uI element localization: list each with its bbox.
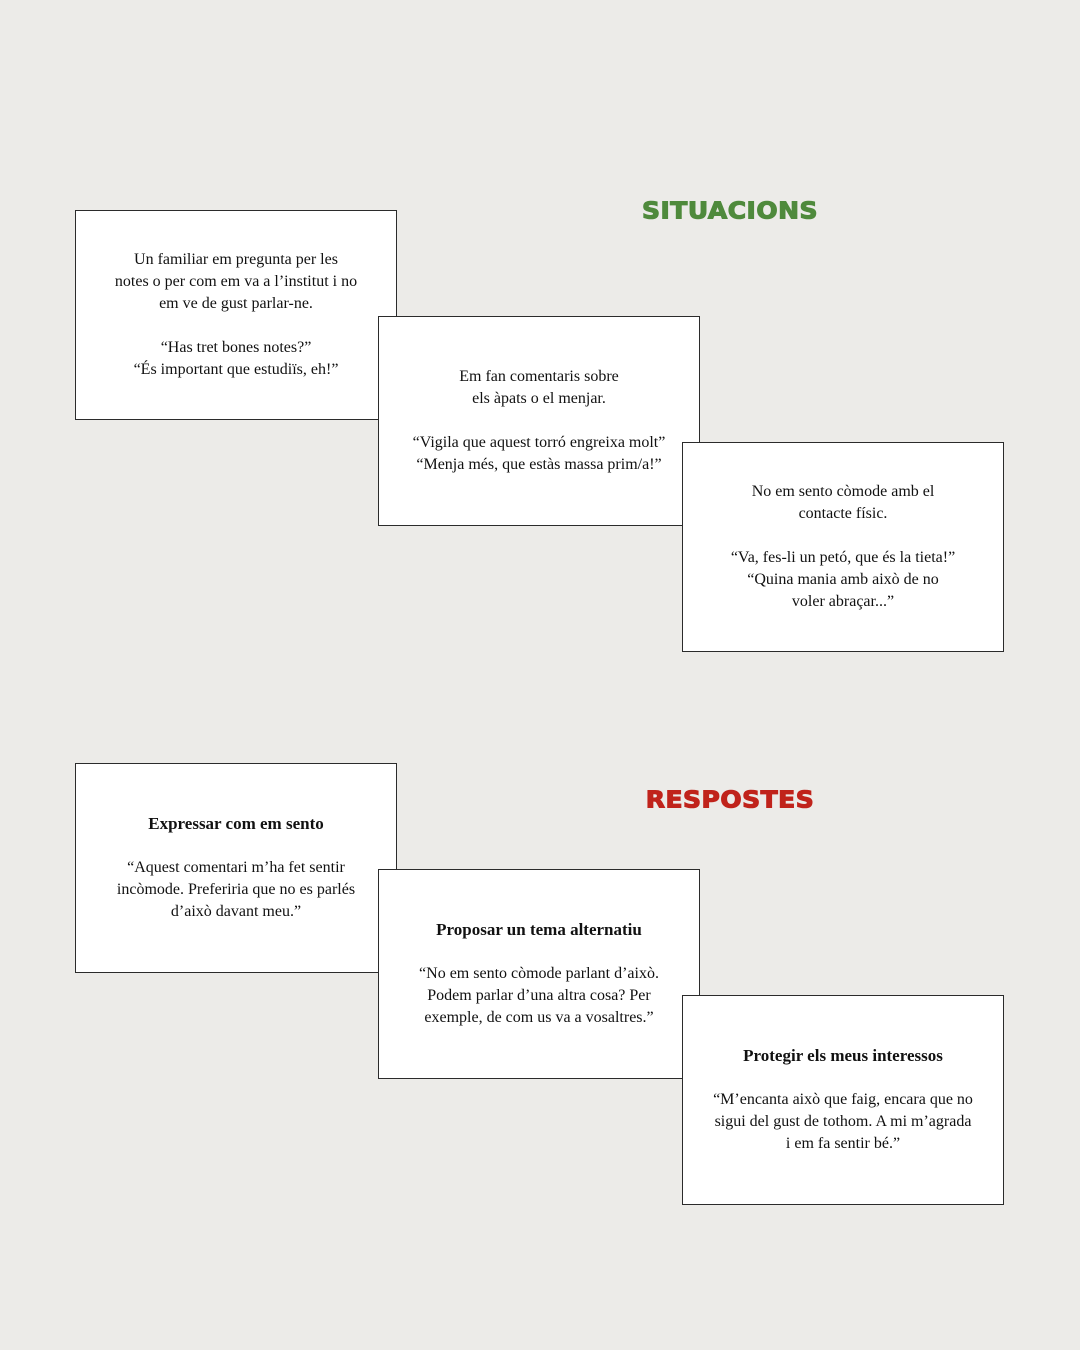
- response-card-express-feelings: [75, 763, 397, 973]
- card-quote-line: d’això davant meu.”: [170, 903, 302, 920]
- card-quote-line: i em fa sentir bé.”: [785, 1135, 901, 1152]
- respostes-heading: RESPOSTES: [645, 786, 815, 813]
- card-quote-line: Podem parlar d’una altra cosa? Per: [427, 987, 651, 1004]
- card-title: Protegir els meus interessos: [743, 1046, 943, 1065]
- card-text-line: contacte físic.: [798, 505, 888, 522]
- card-quote-line: “Va, fes-li un petó, que és la tieta!”: [730, 549, 956, 566]
- situation-card-grades: [75, 210, 397, 420]
- response-card-protect-interests: [682, 995, 1004, 1205]
- card-title: Expressar com em sento: [148, 814, 324, 833]
- card-text-line: Un familiar em pregunta per les: [134, 251, 338, 268]
- card-quote-line: voler abraçar...”: [791, 593, 895, 610]
- card-quote-line: “Vigila que aquest torró engreixa molt”: [412, 434, 666, 451]
- card-text-line: notes o per com em va a l’institut i no: [114, 273, 358, 290]
- card-quote-line: “Has tret bones notes?”: [160, 339, 312, 356]
- card-quote-line: “No em sento còmode parlant d’això.: [419, 965, 659, 982]
- card-title: Proposar un tema alternatiu: [436, 920, 642, 939]
- card-quote-line: “M’encanta això que faig, encara que no: [713, 1091, 973, 1108]
- card-text-line: Em fan comentaris sobre: [459, 368, 619, 385]
- card-text-line: els àpats o el menjar.: [472, 390, 606, 407]
- card-quote-line: “Quina mania amb això de no: [747, 571, 939, 588]
- card-text-line: em ve de gust parlar-ne.: [159, 295, 313, 312]
- card-quote-line: “És important que estudiïs, eh!”: [133, 361, 339, 378]
- situacions-heading: SITUACIONS: [641, 197, 819, 224]
- card-quote-line: “Menja més, que estàs massa prim/a!”: [416, 456, 662, 473]
- situation-card-physical-contact: [682, 442, 1004, 652]
- card-quote-line: exemple, de com us va a vosaltres.”: [424, 1009, 654, 1026]
- situation-card-food: [378, 316, 700, 526]
- card-quote-line: “Aquest comentari m’ha fet sentir: [127, 859, 345, 876]
- response-card-alternative-topic: [378, 869, 700, 1079]
- card-quote-line: incòmode. Preferiria que no es parlés: [116, 881, 356, 898]
- card-text-line: No em sento còmode amb el: [751, 483, 935, 500]
- card-quote-line: sigui del gust de tothom. A mi m’agrada: [714, 1113, 972, 1130]
